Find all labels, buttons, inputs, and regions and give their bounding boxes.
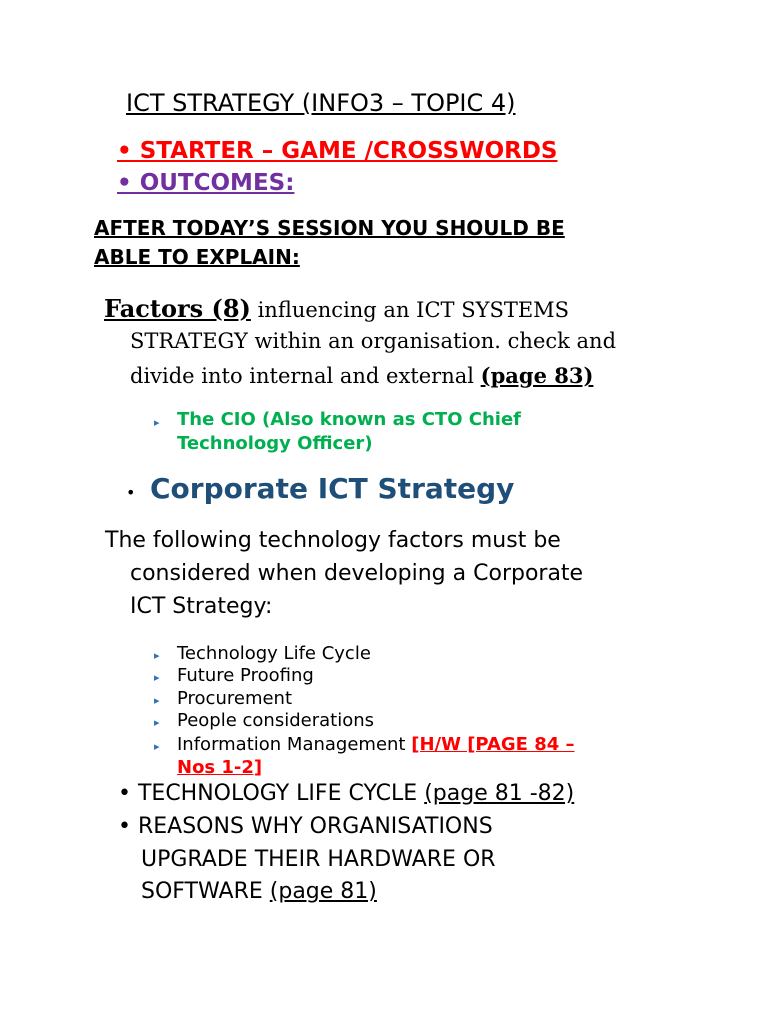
factors-line-2: STRATEGY within an organisation. check and <box>130 329 617 353</box>
factors-heading: Factors (8) <box>104 294 251 323</box>
factors-text-1: influencing an ICT SYSTEMS <box>250 298 570 322</box>
factor-item: Procurement <box>177 688 293 709</box>
lower-bullet-2-text-2: UPGRADE THEIR HARDWARE OR <box>141 847 496 872</box>
corporate-bullet-icon: • <box>126 483 136 502</box>
arrow-bullet-icon: ▸ <box>154 694 160 707</box>
homework-ref-2: Nos 1-2] <box>177 757 263 778</box>
outcomes-item: • OUTCOMES: <box>117 170 295 196</box>
cio-line-1: The CIO (Also known as CTO Chief <box>177 409 521 430</box>
arrow-bullet-icon: ▸ <box>154 671 160 684</box>
bullet-icon: • <box>118 781 131 806</box>
lower-bullet-1 <box>118 781 574 806</box>
factor-item: Future Proofing <box>177 665 314 686</box>
factors-line-1 <box>104 294 569 323</box>
arrow-bullet-icon: ▸ <box>154 416 160 429</box>
arrow-bullet-icon: ▸ <box>154 649 160 662</box>
session-intro-line-1: AFTER TODAY’S SESSION YOU SHOULD BE <box>94 216 565 240</box>
factors-line-3 <box>130 363 593 388</box>
lower-bullet-2-text-3: SOFTWARE <box>141 879 270 904</box>
cio-line-2: Technology Officer) <box>177 433 373 454</box>
following-line-2: considered when developing a Corporate <box>130 561 584 586</box>
lower-bullet-2-text-1: REASONS WHY ORGANISATIONS <box>137 814 493 839</box>
factors-text-3: divide into internal and external <box>130 364 481 388</box>
factor-item: People considerations <box>177 710 375 731</box>
page-title: ICT STRATEGY (INFO3 – TOPIC 4) <box>126 89 516 117</box>
bullet-icon: • <box>118 814 131 839</box>
arrow-bullet-icon: ▸ <box>154 740 160 753</box>
lower-bullet-2-ref: (page 81) <box>269 879 377 904</box>
following-line-1: The following technology factors must be <box>105 528 561 553</box>
factors-page-ref: (page 83) <box>480 363 594 388</box>
lower-bullet-1-ref: (page 81 -82) <box>424 781 575 806</box>
lower-bullet-2 <box>118 814 493 839</box>
corporate-heading: Corporate ICT Strategy <box>150 472 515 505</box>
factor-item: Technology Life Cycle <box>177 643 371 664</box>
homework-ref-1: [H/W [PAGE 84 – <box>411 734 575 755</box>
starter-item: • STARTER – GAME /CROSSWORDS <box>117 138 558 164</box>
lower-bullet-1-text: TECHNOLOGY LIFE CYCLE <box>137 781 425 806</box>
lower-bullet-2-line-3 <box>141 879 377 904</box>
session-intro-line-2: ABLE TO EXPLAIN: <box>94 245 300 269</box>
factor-item-with-homework <box>177 734 575 755</box>
following-line-3: ICT Strategy: <box>130 594 273 619</box>
arrow-bullet-icon: ▸ <box>154 716 160 729</box>
factor-item: Information Management <box>177 734 412 755</box>
